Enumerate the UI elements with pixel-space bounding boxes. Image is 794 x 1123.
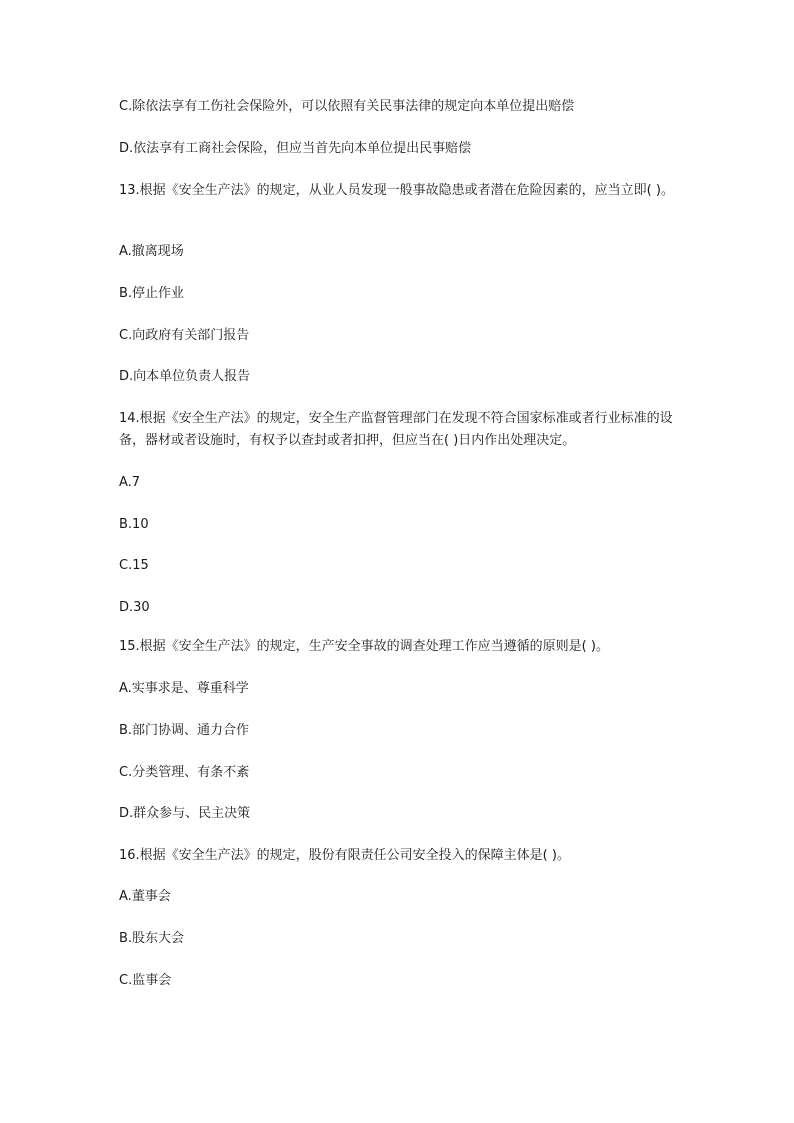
q16-option-b: B.股东大会	[119, 931, 185, 946]
q16-option-c: C.监事会	[119, 973, 172, 988]
q15-option-a: A.实事求是、尊重科学	[119, 681, 249, 696]
q15-option-d: D.群众参与、民主决策	[119, 806, 251, 821]
q13-option-d: D.向本单位负责人报告	[119, 369, 251, 384]
question-13: 13.根据《安全生产法》的规定，从业人员发现一般事故隐患或者潜在危险因素的，应当立即( )。	[119, 183, 674, 198]
q16-option-a: A.董事会	[119, 889, 171, 904]
question-15: 15.根据《安全生产法》的规定，生产安全事故的调查处理工作应当遵循的原则是( )。	[119, 639, 609, 654]
q14-option-c: C.15	[119, 558, 149, 573]
question-16: 16.根据《安全生产法》的规定，股份有限责任公司安全投入的保障主体是( )。	[119, 848, 570, 863]
q15-option-c: C.分类管理、有条不紊	[119, 765, 250, 780]
q13-option-c: C.向政府有关部门报告	[119, 328, 250, 343]
q13-option-b: B.停止作业	[119, 286, 185, 301]
option-c-prev: C.除依法享有工伤社会保险外，可以依照有关民事法律的规定向本单位提出赔偿	[119, 99, 575, 114]
q15-option-b: B.部门协调、通力合作	[119, 723, 250, 738]
q13-option-a: A.撤离现场	[119, 244, 184, 259]
option-d-prev: D.依法享有工商社会保险，但应当首先向本单位提出民事赔偿	[119, 141, 472, 156]
q14-option-a: A.7	[119, 475, 141, 490]
q14-option-b: B.10	[119, 517, 149, 532]
question-14: 14.根据《安全生产法》的规定，安全生产监督管理部门在发现不符合国家标准或者行业标准的设备，器材或者设施时，有权予以查封或者扣押，但应当在( )日内作出处理决定。	[119, 411, 673, 448]
q14-option-d: D.30	[119, 600, 150, 615]
